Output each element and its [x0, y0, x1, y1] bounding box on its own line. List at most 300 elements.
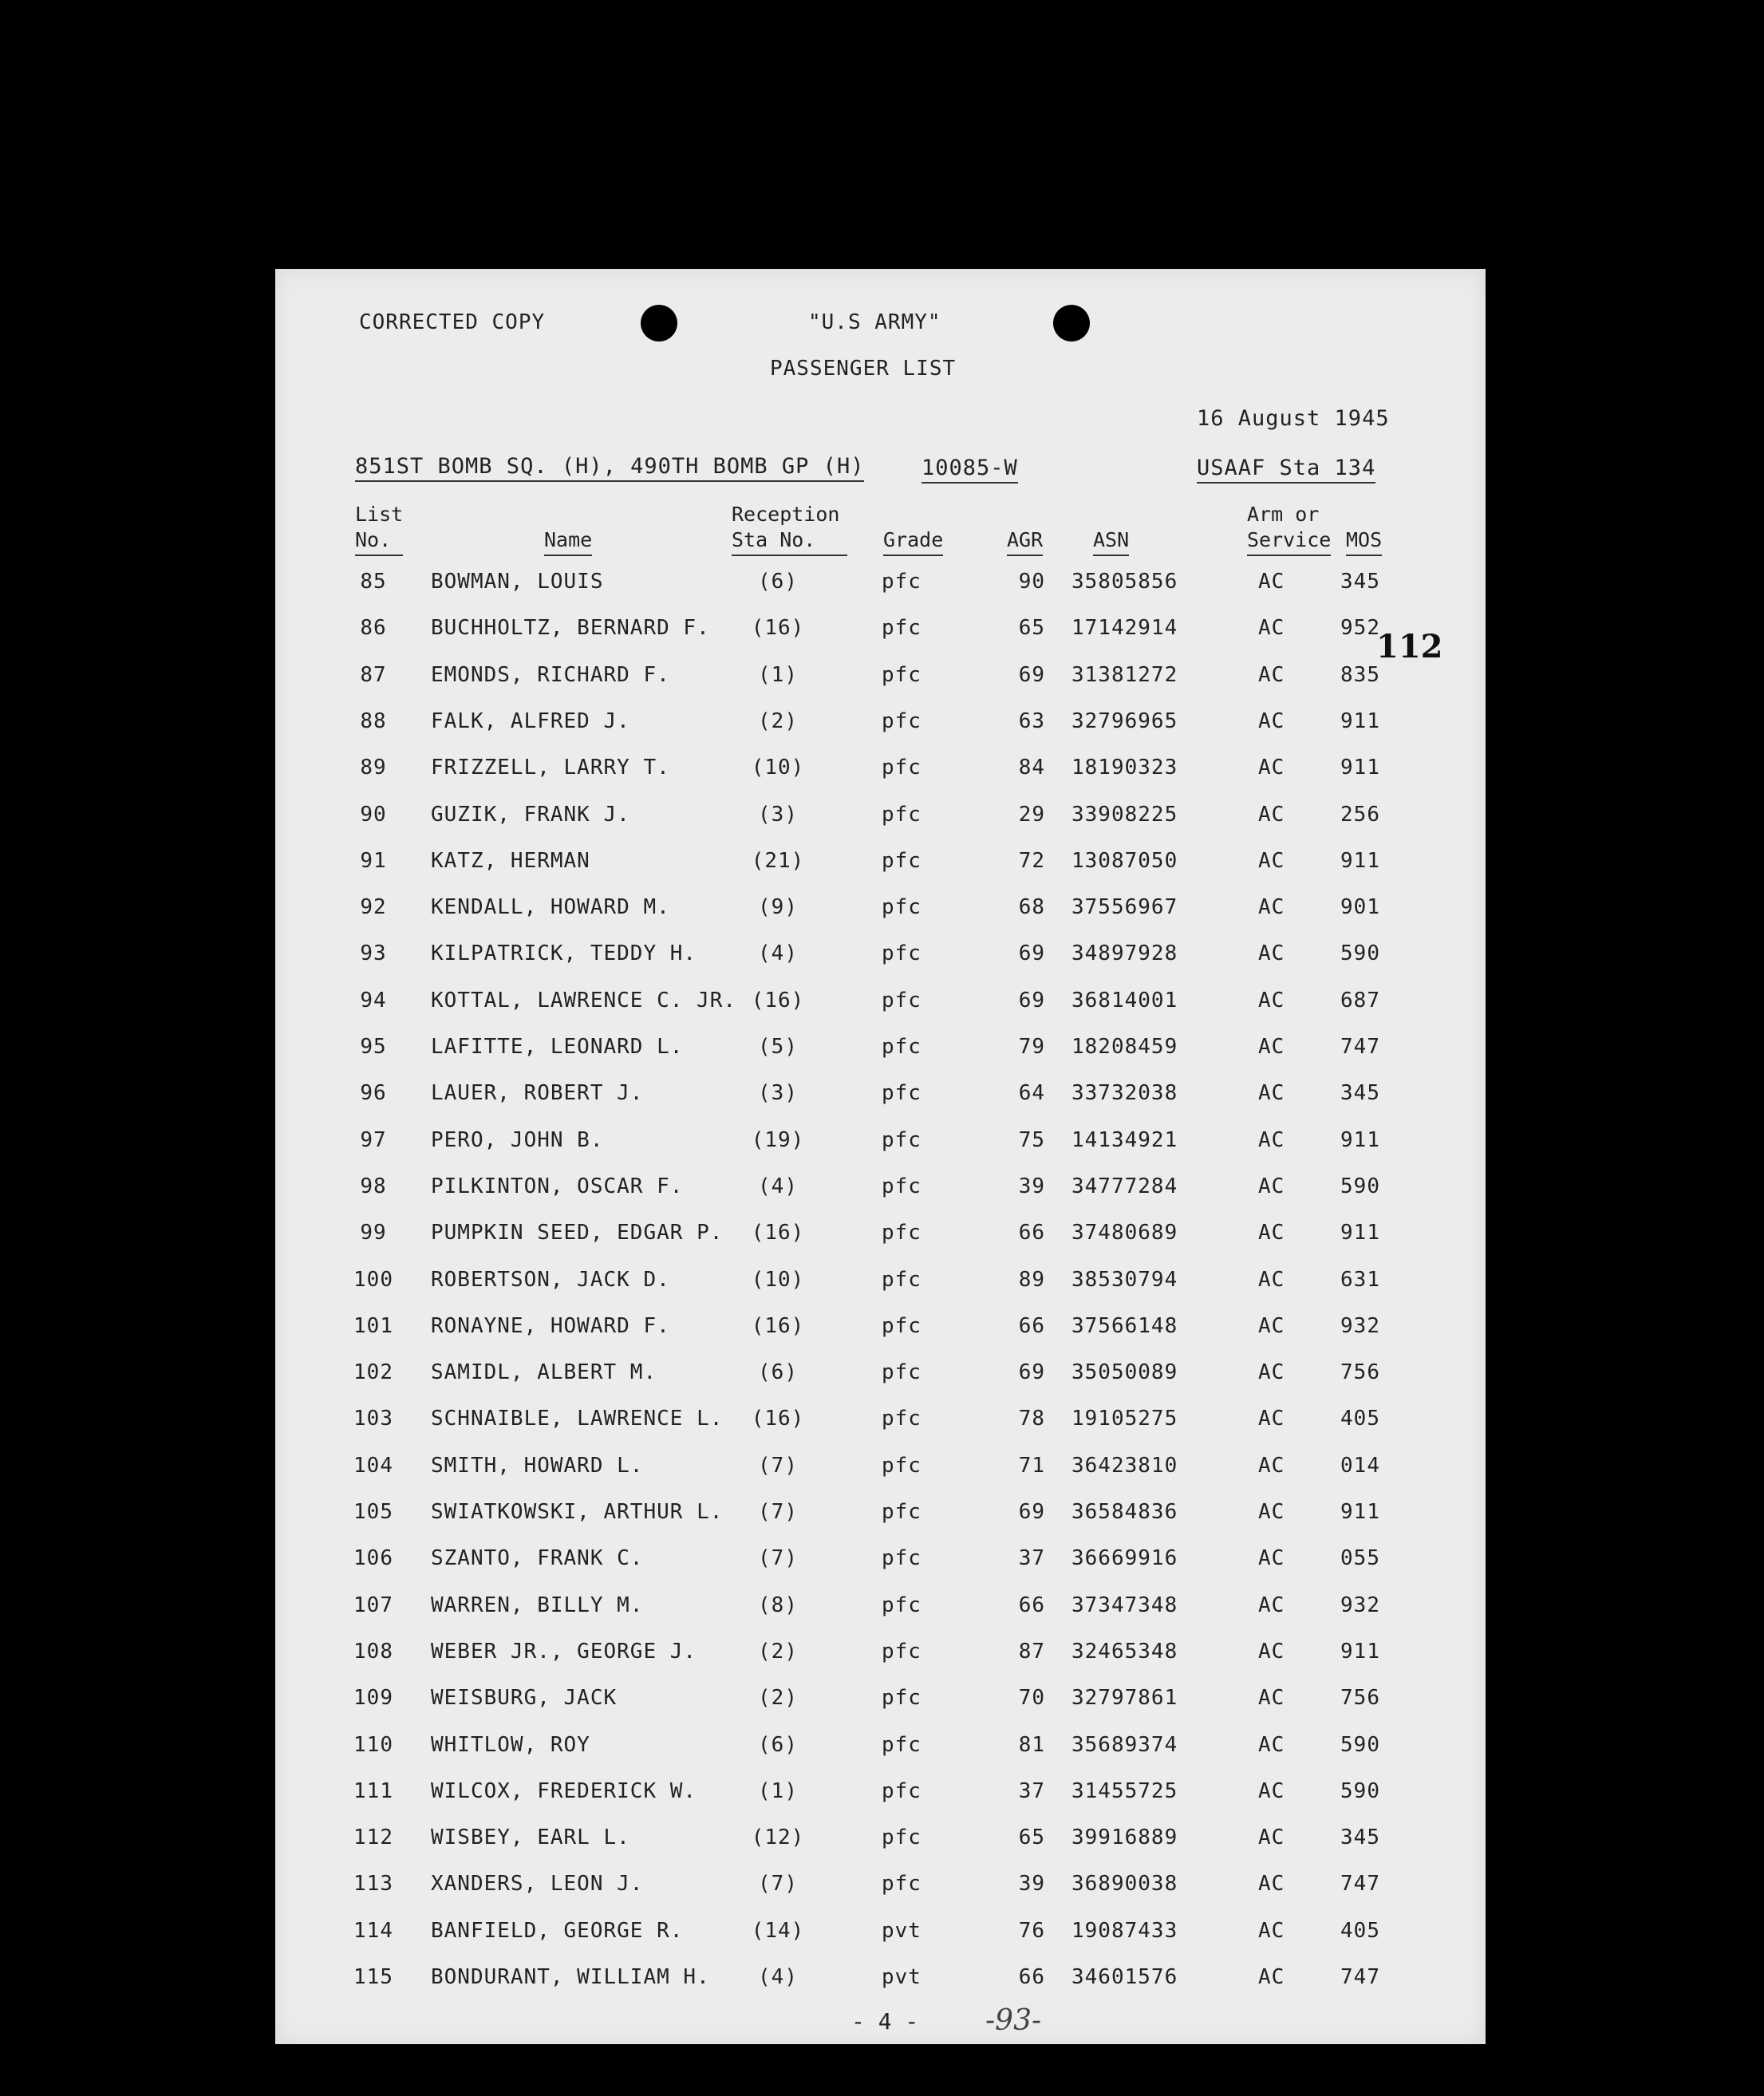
arm-service-cell: AC: [1258, 1221, 1285, 1245]
mos-cell: 756: [1340, 1686, 1380, 1711]
grade-cell: pfc: [882, 1826, 921, 1850]
page-stamp: 112: [1376, 628, 1443, 665]
asn-cell: 34601576: [1071, 1965, 1178, 1989]
arm-service-cell: AC: [1258, 1639, 1285, 1664]
table-row: [275, 709, 1486, 754]
list-no-cell: 113: [353, 1872, 393, 1897]
age-cell: 71: [1018, 1453, 1045, 1478]
list-no-cell: 100: [353, 1267, 393, 1292]
arm-service-cell: AC: [1258, 1500, 1285, 1524]
table-row: [275, 1826, 1486, 1870]
arm-service-cell: AC: [1258, 1035, 1285, 1059]
grade-cell: pfc: [882, 1035, 921, 1059]
name-cell: BOWMAN, LOUIS: [431, 570, 604, 594]
name-cell: PUMPKIN SEED, EDGAR P.: [431, 1221, 724, 1245]
mos-cell: 747: [1340, 1872, 1380, 1897]
station-number: USAAF Sta 134: [1197, 456, 1375, 484]
asn-cell: 35805856: [1071, 570, 1178, 594]
arm-service-cell: AC: [1258, 941, 1285, 966]
table-row: [275, 849, 1486, 894]
table-row: [275, 1360, 1486, 1405]
table-row: [275, 756, 1486, 800]
name-cell: SWIATKOWSKI, ARTHUR L.: [431, 1500, 724, 1524]
list-no-cell: 90: [360, 802, 387, 827]
reception-cell: (16): [751, 616, 805, 641]
mos-cell: 911: [1340, 756, 1380, 780]
asn-cell: 37566148: [1071, 1313, 1178, 1338]
reception-cell: (1): [758, 662, 798, 687]
list-no-cell: 109: [353, 1686, 393, 1711]
arm-service-cell: AC: [1258, 1127, 1285, 1152]
reception-cell: (7): [758, 1453, 798, 1478]
mos-cell: 345: [1340, 1826, 1380, 1850]
org-title: "U.S ARMY": [808, 310, 941, 334]
table-row: [275, 1919, 1486, 1964]
list-no-cell: 96: [360, 1081, 387, 1106]
asn-cell: 39916889: [1071, 1826, 1178, 1850]
table-row: [275, 570, 1486, 614]
name-cell: WEBER JR., GEORGE J.: [431, 1639, 697, 1664]
grade-cell: pfc: [882, 848, 921, 873]
table-row: [275, 1174, 1486, 1219]
arm-service-cell: AC: [1258, 756, 1285, 780]
asn-cell: 31381272: [1071, 662, 1178, 687]
reception-cell: (2): [758, 1639, 798, 1664]
asn-cell: 19087433: [1071, 1918, 1178, 1943]
document-page: [275, 269, 1486, 2044]
age-cell: 69: [1018, 1500, 1045, 1524]
arm-service-cell: AC: [1258, 1778, 1285, 1803]
age-cell: 72: [1018, 848, 1045, 873]
table-row: [275, 1407, 1486, 1451]
age-cell: 63: [1018, 709, 1045, 733]
grade-cell: pfc: [882, 1500, 921, 1524]
age-cell: 39: [1018, 1174, 1045, 1198]
table-row: [275, 1081, 1486, 1126]
age-cell: 68: [1018, 895, 1045, 920]
reception-cell: (3): [758, 1081, 798, 1106]
mos-cell: 590: [1340, 1778, 1380, 1803]
age-cell: 37: [1018, 1778, 1045, 1803]
grade-cell: pfc: [882, 1778, 921, 1803]
mos-cell: 952: [1340, 616, 1380, 641]
mos-cell: 747: [1340, 1965, 1380, 1989]
table-row: [275, 663, 1486, 708]
list-no-cell: 105: [353, 1500, 393, 1524]
grade-cell: pfc: [882, 1127, 921, 1152]
unit-designation: 851ST BOMB SQ. (H), 490TH BOMB GP (H): [355, 454, 864, 482]
age-cell: 84: [1018, 756, 1045, 780]
name-cell: RONAYNE, HOWARD F.: [431, 1313, 670, 1338]
list-title: PASSENGER LIST: [770, 357, 957, 381]
name-cell: SAMIDL, ALBERT M.: [431, 1360, 657, 1385]
age-cell: 66: [1018, 1965, 1045, 1989]
table-row: [275, 941, 1486, 986]
reception-cell: (8): [758, 1593, 798, 1617]
asn-cell: 17142914: [1071, 616, 1178, 641]
copy-label: CORRECTED COPY: [359, 310, 546, 334]
name-cell: WHITLOW, ROY: [431, 1732, 590, 1757]
grade-cell: pfc: [882, 895, 921, 920]
list-no-cell: 89: [360, 756, 387, 780]
mos-cell: 911: [1340, 709, 1380, 733]
punch-hole-left: [641, 305, 677, 341]
name-cell: XANDERS, LEON J.: [431, 1872, 644, 1897]
list-no-cell: 101: [353, 1313, 393, 1338]
list-no-cell: 88: [360, 709, 387, 733]
arm-service-cell: AC: [1258, 1313, 1285, 1338]
age-cell: 79: [1018, 1035, 1045, 1059]
mos-cell: 055: [1340, 1546, 1380, 1571]
table-row: [275, 1872, 1486, 1916]
table-row: [275, 1733, 1486, 1778]
table-row: [275, 1128, 1486, 1173]
punch-hole-right: [1053, 305, 1090, 341]
mos-cell: 345: [1340, 570, 1380, 594]
list-no-cell: 99: [360, 1221, 387, 1245]
reception-cell: (14): [751, 1918, 805, 1943]
grade-cell: pfc: [882, 988, 921, 1012]
mos-cell: 590: [1340, 1174, 1380, 1198]
table-row: [275, 1268, 1486, 1312]
arm-service-cell: AC: [1258, 1174, 1285, 1198]
arm-service-cell: AC: [1258, 802, 1285, 827]
age-cell: 39: [1018, 1872, 1045, 1897]
age-cell: 69: [1018, 662, 1045, 687]
list-no-cell: 95: [360, 1035, 387, 1059]
age-cell: 69: [1018, 941, 1045, 966]
list-no-cell: 87: [360, 662, 387, 687]
reception-cell: (10): [751, 1267, 805, 1292]
col-arm: Arm or Service: [1247, 502, 1331, 556]
mos-cell: 014: [1340, 1453, 1380, 1478]
reception-cell: (16): [751, 1407, 805, 1431]
name-cell: WEISBURG, JACK: [431, 1686, 618, 1711]
grade-cell: pfc: [882, 616, 921, 641]
reception-cell: (16): [751, 1221, 805, 1245]
grade-cell: pfc: [882, 1360, 921, 1385]
grade-cell: pfc: [882, 1639, 921, 1664]
name-cell: LAUER, ROBERT J.: [431, 1081, 644, 1106]
name-cell: BONDURANT, WILLIAM H.: [431, 1965, 710, 1989]
grade-cell: pfc: [882, 1453, 921, 1478]
mos-cell: 631: [1340, 1267, 1380, 1292]
reception-cell: (5): [758, 1035, 798, 1059]
mos-cell: 747: [1340, 1035, 1380, 1059]
table-row: [275, 803, 1486, 847]
list-no-cell: 97: [360, 1127, 387, 1152]
list-no-cell: 98: [360, 1174, 387, 1198]
list-no-cell: 86: [360, 616, 387, 641]
list-no-cell: 93: [360, 941, 387, 966]
asn-cell: 13087050: [1071, 848, 1178, 873]
reception-cell: (12): [751, 1826, 805, 1850]
asn-cell: 14134921: [1071, 1127, 1178, 1152]
col-grade: Grade: [883, 527, 943, 556]
arm-service-cell: AC: [1258, 1686, 1285, 1711]
grade-cell: pfc: [882, 1593, 921, 1617]
name-cell: WARREN, BILLY M.: [431, 1593, 644, 1617]
list-no-cell: 94: [360, 988, 387, 1012]
mos-cell: 911: [1340, 1639, 1380, 1664]
list-no-cell: 110: [353, 1732, 393, 1757]
name-cell: BUCHHOLTZ, BERNARD F.: [431, 616, 710, 641]
list-no-cell: 115: [353, 1965, 393, 1989]
asn-cell: 35689374: [1071, 1732, 1178, 1757]
mos-cell: 590: [1340, 941, 1380, 966]
table-row: [275, 1314, 1486, 1359]
name-cell: WISBEY, EARL L.: [431, 1826, 630, 1850]
arm-service-cell: AC: [1258, 616, 1285, 641]
mos-cell: 911: [1340, 1127, 1380, 1152]
reception-cell: (2): [758, 1686, 798, 1711]
asn-cell: 37347348: [1071, 1593, 1178, 1617]
grade-cell: pfc: [882, 1407, 921, 1431]
reception-cell: (2): [758, 709, 798, 733]
arm-service-cell: AC: [1258, 848, 1285, 873]
page-number: - 4 -: [851, 2008, 919, 2035]
asn-cell: 32465348: [1071, 1639, 1178, 1664]
name-cell: BANFIELD, GEORGE R.: [431, 1918, 684, 1943]
grade-cell: pfc: [882, 802, 921, 827]
asn-cell: 34897928: [1071, 941, 1178, 966]
table-row: [275, 1779, 1486, 1824]
asn-cell: 36814001: [1071, 988, 1178, 1012]
asn-cell: 18190323: [1071, 756, 1178, 780]
asn-cell: 37480689: [1071, 1221, 1178, 1245]
reception-cell: (6): [758, 570, 798, 594]
mos-cell: 901: [1340, 895, 1380, 920]
name-cell: PILKINTON, OSCAR F.: [431, 1174, 684, 1198]
arm-service-cell: AC: [1258, 1872, 1285, 1897]
mos-cell: 256: [1340, 802, 1380, 827]
table-row: [275, 1965, 1486, 2010]
reception-cell: (3): [758, 802, 798, 827]
asn-cell: 19105275: [1071, 1407, 1178, 1431]
age-cell: 69: [1018, 988, 1045, 1012]
mos-cell: 687: [1340, 988, 1380, 1012]
age-cell: 65: [1018, 616, 1045, 641]
name-cell: KOTTAL, LAWRENCE C. JR.: [431, 988, 737, 1012]
reception-cell: (6): [758, 1732, 798, 1757]
asn-cell: 37556967: [1071, 895, 1178, 920]
reception-cell: (10): [751, 756, 805, 780]
age-cell: 75: [1018, 1127, 1045, 1152]
grade-cell: pfc: [882, 709, 921, 733]
name-cell: KENDALL, HOWARD M.: [431, 895, 670, 920]
table-row: [275, 1500, 1486, 1545]
grade-cell: pfc: [882, 1686, 921, 1711]
grade-cell: pfc: [882, 570, 921, 594]
list-no-cell: 108: [353, 1639, 393, 1664]
mos-cell: 911: [1340, 848, 1380, 873]
age-cell: 66: [1018, 1221, 1045, 1245]
age-cell: 78: [1018, 1407, 1045, 1431]
arm-service-cell: AC: [1258, 1267, 1285, 1292]
age-cell: 65: [1018, 1826, 1045, 1850]
arm-service-cell: AC: [1258, 570, 1285, 594]
col-age: AGR: [1007, 527, 1043, 556]
name-cell: SCHNAIBLE, LAWRENCE L.: [431, 1407, 724, 1431]
age-cell: 37: [1018, 1546, 1045, 1571]
list-no-cell: 103: [353, 1407, 393, 1431]
grade-cell: pfc: [882, 662, 921, 687]
name-cell: KILPATRICK, TEDDY H.: [431, 941, 697, 966]
grade-cell: pfc: [882, 1313, 921, 1338]
reception-cell: (16): [751, 1313, 805, 1338]
document-date: 16 August 1945: [1197, 406, 1390, 431]
mos-cell: 911: [1340, 1221, 1380, 1245]
age-cell: 29: [1018, 802, 1045, 827]
arm-service-cell: AC: [1258, 1081, 1285, 1106]
grade-cell: pfc: [882, 1221, 921, 1245]
mos-cell: 405: [1340, 1407, 1380, 1431]
table-row: [275, 895, 1486, 940]
list-no-cell: 91: [360, 848, 387, 873]
name-cell: SZANTO, FRANK C.: [431, 1546, 644, 1571]
mos-cell: 590: [1340, 1732, 1380, 1757]
grade-cell: pvt: [882, 1965, 921, 1989]
name-cell: KATZ, HERMAN: [431, 848, 590, 873]
mos-cell: 911: [1340, 1500, 1380, 1524]
list-no-cell: 92: [360, 895, 387, 920]
mos-cell: 835: [1340, 662, 1380, 687]
table-row: [275, 1546, 1486, 1591]
grade-cell: pfc: [882, 941, 921, 966]
reception-cell: (4): [758, 941, 798, 966]
shipment-number: 10085-W: [921, 456, 1018, 484]
arm-service-cell: AC: [1258, 1826, 1285, 1850]
reception-cell: (16): [751, 988, 805, 1012]
arm-service-cell: AC: [1258, 1407, 1285, 1431]
list-no-cell: 85: [360, 570, 387, 594]
asn-cell: 34777284: [1071, 1174, 1178, 1198]
name-cell: FRIZZELL, LARRY T.: [431, 756, 670, 780]
table-row: [275, 616, 1486, 661]
age-cell: 70: [1018, 1686, 1045, 1711]
asn-cell: 36890038: [1071, 1872, 1178, 1897]
name-cell: GUZIK, FRANK J.: [431, 802, 630, 827]
reception-cell: (21): [751, 848, 805, 873]
grade-cell: pvt: [882, 1918, 921, 1943]
grade-cell: pfc: [882, 1872, 921, 1897]
reception-cell: (4): [758, 1174, 798, 1198]
grade-cell: pfc: [882, 756, 921, 780]
grade-cell: pfc: [882, 1546, 921, 1571]
col-list-no: List No.: [355, 502, 403, 556]
age-cell: 90: [1018, 570, 1045, 594]
arm-service-cell: AC: [1258, 709, 1285, 733]
arm-service-cell: AC: [1258, 1546, 1285, 1571]
arm-service-cell: AC: [1258, 1360, 1285, 1385]
table-row: [275, 1640, 1486, 1684]
reception-cell: (4): [758, 1965, 798, 1989]
list-no-cell: 112: [353, 1826, 393, 1850]
asn-cell: 38530794: [1071, 1267, 1178, 1292]
col-asn: ASN: [1093, 527, 1129, 556]
table-row: [275, 1035, 1486, 1080]
age-cell: 69: [1018, 1360, 1045, 1385]
grade-cell: pfc: [882, 1081, 921, 1106]
age-cell: 66: [1018, 1593, 1045, 1617]
name-cell: ROBERTSON, JACK D.: [431, 1267, 670, 1292]
reception-cell: (9): [758, 895, 798, 920]
arm-service-cell: AC: [1258, 1918, 1285, 1943]
name-cell: FALK, ALFRED J.: [431, 709, 630, 733]
reception-cell: (7): [758, 1500, 798, 1524]
reception-cell: (6): [758, 1360, 798, 1385]
list-no-cell: 107: [353, 1593, 393, 1617]
list-no-cell: 114: [353, 1918, 393, 1943]
mos-cell: 932: [1340, 1313, 1380, 1338]
asn-cell: 35050089: [1071, 1360, 1178, 1385]
asn-cell: 32796965: [1071, 709, 1178, 733]
asn-cell: 33908225: [1071, 802, 1178, 827]
grade-cell: pfc: [882, 1267, 921, 1292]
age-cell: 64: [1018, 1081, 1045, 1106]
name-cell: LAFITTE, LEONARD L.: [431, 1035, 684, 1059]
mos-cell: 345: [1340, 1081, 1380, 1106]
asn-cell: 36669916: [1071, 1546, 1178, 1571]
age-cell: 76: [1018, 1918, 1045, 1943]
list-no-cell: 104: [353, 1453, 393, 1478]
mos-cell: 756: [1340, 1360, 1380, 1385]
table-row: [275, 989, 1486, 1033]
grade-cell: pfc: [882, 1174, 921, 1198]
table-row: [275, 1686, 1486, 1731]
asn-cell: 33732038: [1071, 1081, 1178, 1106]
arm-service-cell: AC: [1258, 895, 1285, 920]
age-cell: 81: [1018, 1732, 1045, 1757]
table-row: [275, 1593, 1486, 1638]
asn-cell: 18208459: [1071, 1035, 1178, 1059]
reception-cell: (7): [758, 1872, 798, 1897]
mos-cell: 932: [1340, 1593, 1380, 1617]
asn-cell: 31455725: [1071, 1778, 1178, 1803]
col-name: Name: [544, 527, 592, 556]
name-cell: WILCOX, FREDERICK W.: [431, 1778, 697, 1803]
table-row: [275, 1221, 1486, 1265]
age-cell: 87: [1018, 1639, 1045, 1664]
arm-service-cell: AC: [1258, 988, 1285, 1012]
mos-cell: 405: [1340, 1918, 1380, 1943]
age-cell: 89: [1018, 1267, 1045, 1292]
col-reception: Reception Sta No.: [732, 502, 847, 556]
name-cell: PERO, JOHN B.: [431, 1127, 604, 1152]
reception-cell: (7): [758, 1546, 798, 1571]
name-cell: EMONDS, RICHARD F.: [431, 662, 670, 687]
list-no-cell: 106: [353, 1546, 393, 1571]
age-cell: 66: [1018, 1313, 1045, 1338]
grade-cell: pfc: [882, 1732, 921, 1757]
list-no-cell: 102: [353, 1360, 393, 1385]
table-row: [275, 1454, 1486, 1498]
arm-service-cell: AC: [1258, 1593, 1285, 1617]
col-mos: MOS: [1346, 527, 1382, 556]
reception-cell: (1): [758, 1778, 798, 1803]
arm-service-cell: AC: [1258, 1965, 1285, 1989]
list-no-cell: 111: [353, 1778, 393, 1803]
arm-service-cell: AC: [1258, 1732, 1285, 1757]
asn-cell: 32797861: [1071, 1686, 1178, 1711]
name-cell: SMITH, HOWARD L.: [431, 1453, 644, 1478]
asn-cell: 36423810: [1071, 1453, 1178, 1478]
reception-cell: (19): [751, 1127, 805, 1152]
arm-service-cell: AC: [1258, 662, 1285, 687]
arm-service-cell: AC: [1258, 1453, 1285, 1478]
handwritten-number: -93-: [985, 2004, 1042, 2037]
asn-cell: 36584836: [1071, 1500, 1178, 1524]
